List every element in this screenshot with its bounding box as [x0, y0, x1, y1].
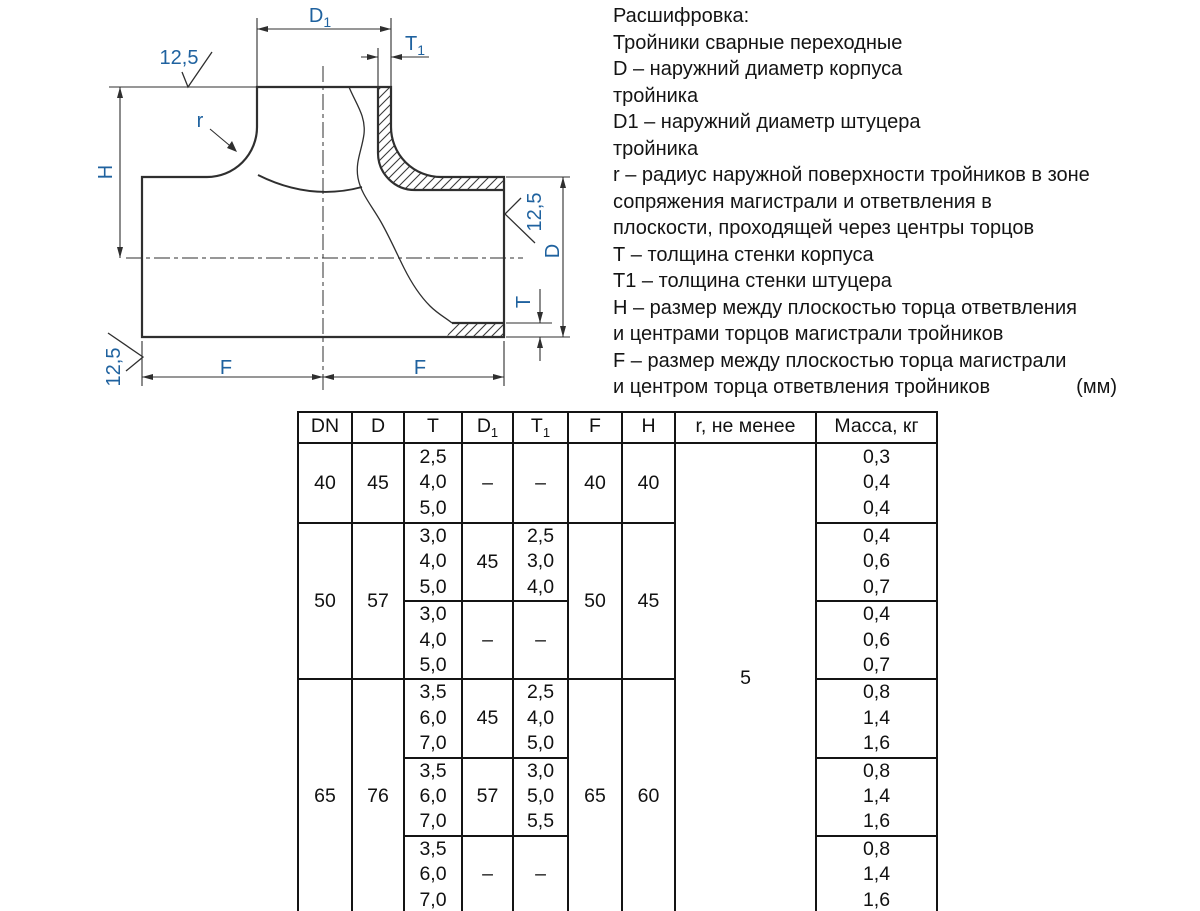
col-header-t1: $T_1$ — [513, 412, 568, 443]
cell-mass: 0,8 1,4 1,6 — [816, 758, 937, 836]
dim-label-t1: $T_1$ — [404, 33, 426, 58]
cell-f: 50 — [568, 523, 622, 679]
cell-t: 3,0 4,0 5,0 — [404, 523, 462, 601]
dim-label-f-right: F — [413, 357, 427, 379]
cell-d1: 45 — [462, 523, 513, 601]
col-header-r-min: r, не менее — [675, 412, 816, 443]
table-row — [298, 443, 937, 523]
header-row — [298, 412, 937, 443]
legend-line: Тройники сварные переходные — [613, 31, 903, 54]
legend-line: Т – толщина стенки корпуса — [613, 243, 874, 266]
cell-d: 45 — [352, 443, 404, 523]
cell-t1: 2,5 3,0 4,0 — [513, 523, 568, 601]
cell-mass: 0,4 0,6 0,7 — [816, 523, 937, 601]
legend-line: тройника — [613, 137, 699, 160]
dim-label-h: H — [95, 164, 117, 180]
legend-line-with-units — [613, 374, 1117, 401]
col-header-d1: $D_1$ — [462, 412, 513, 443]
legend-line: плоскости, проходящей через центры торцов — [613, 217, 1035, 239]
section-hatch-bottom-wall — [447, 323, 504, 337]
cell-f: 65 — [568, 679, 622, 911]
dim-label-t: T — [513, 295, 535, 309]
cell-d1: 45 — [462, 679, 513, 757]
legend-line: Н – размер между плоскостью торца ответвления — [613, 296, 1077, 319]
cell-d1: – — [462, 601, 513, 679]
legend-line: и центрами торцов магистрали тройников — [613, 323, 1004, 345]
cell-dn: 40 — [298, 443, 352, 523]
col-header-h: H — [622, 412, 675, 443]
legend-line: D1 – наружний диаметр штуцера — [613, 111, 921, 133]
roughness-value-right: 12,5 — [524, 192, 546, 232]
section-hatch-branch-wall — [378, 87, 504, 190]
cell-d1: – — [462, 443, 513, 523]
legend-line: r – радиус наружной поверхности тройников в зоне — [613, 164, 1090, 186]
legend-units: (мм) — [1076, 376, 1117, 398]
cell-t: 3,5 6,0 7,0 — [404, 679, 462, 757]
legend-text — [613, 3, 1117, 401]
cell-mass: 0,3 0,4 0,4 — [816, 443, 937, 523]
col-header-t: T — [404, 412, 462, 443]
cell-h: 60 — [622, 679, 675, 911]
cell-dn: 65 — [298, 679, 352, 911]
cell-d1: – — [462, 836, 513, 911]
col-header-mass: Масса, кг — [816, 412, 937, 443]
legend-line: D – наружний диаметр корпуса — [613, 58, 903, 80]
col-header-f: F — [568, 412, 622, 443]
col-header-d: D — [352, 412, 404, 443]
roughness-value-top: 12,5 — [159, 47, 199, 69]
cell-d: 76 — [352, 679, 404, 911]
cell-mass: 0,4 0,6 0,7 — [816, 601, 937, 679]
technical-drawing — [0, 0, 600, 410]
cell-f: 40 — [568, 443, 622, 523]
cell-t1: 3,0 5,0 5,5 — [513, 758, 568, 836]
table-row — [298, 523, 937, 601]
cell-mass: 0,8 1,4 1,6 — [816, 836, 937, 911]
cell-t: 3,5 6,0 7,0 — [404, 758, 462, 836]
cell-t1: – — [513, 601, 568, 679]
cell-r-min: 5 — [675, 443, 816, 911]
center-lines — [126, 66, 523, 394]
table-row — [298, 679, 937, 757]
cell-d: 57 — [352, 523, 404, 679]
legend-line: сопряжения магистрали и ответвления в — [613, 190, 992, 213]
spec-table — [297, 411, 938, 911]
legend-line: F – размер между плоскостью торца магистрали — [613, 349, 1067, 372]
col-header-dn: DN — [298, 412, 352, 443]
legend-line: тройника — [613, 84, 699, 107]
cell-t1: – — [513, 836, 568, 911]
cell-dn: 50 — [298, 523, 352, 679]
cell-d1: 57 — [462, 758, 513, 836]
cell-mass: 0,8 1,4 1,6 — [816, 679, 937, 757]
roughness-value-bottom: 12,5 — [103, 347, 125, 387]
dim-label-d: D — [542, 243, 564, 259]
legend-line: и центром торца ответвления тройников — [613, 376, 991, 398]
break-line — [349, 87, 452, 323]
dim-label-r: r — [196, 110, 204, 132]
cell-t1: 2,5 4,0 5,0 — [513, 679, 568, 757]
cell-t1: – — [513, 443, 568, 523]
cell-h: 40 — [622, 443, 675, 523]
cell-t: 3,0 4,0 5,0 — [404, 601, 462, 679]
legend-line: Т1 – толщина стенки штуцера — [613, 270, 892, 292]
dim-label-d1: $D_1$ — [308, 5, 332, 30]
legend-line: Расшифровка: — [613, 5, 750, 27]
dim-label-f-left: F — [219, 357, 233, 379]
cell-h: 45 — [622, 523, 675, 679]
cell-t: 2,5 4,0 5,0 — [404, 443, 462, 523]
cell-t: 3,5 6,0 7,0 — [404, 836, 462, 911]
